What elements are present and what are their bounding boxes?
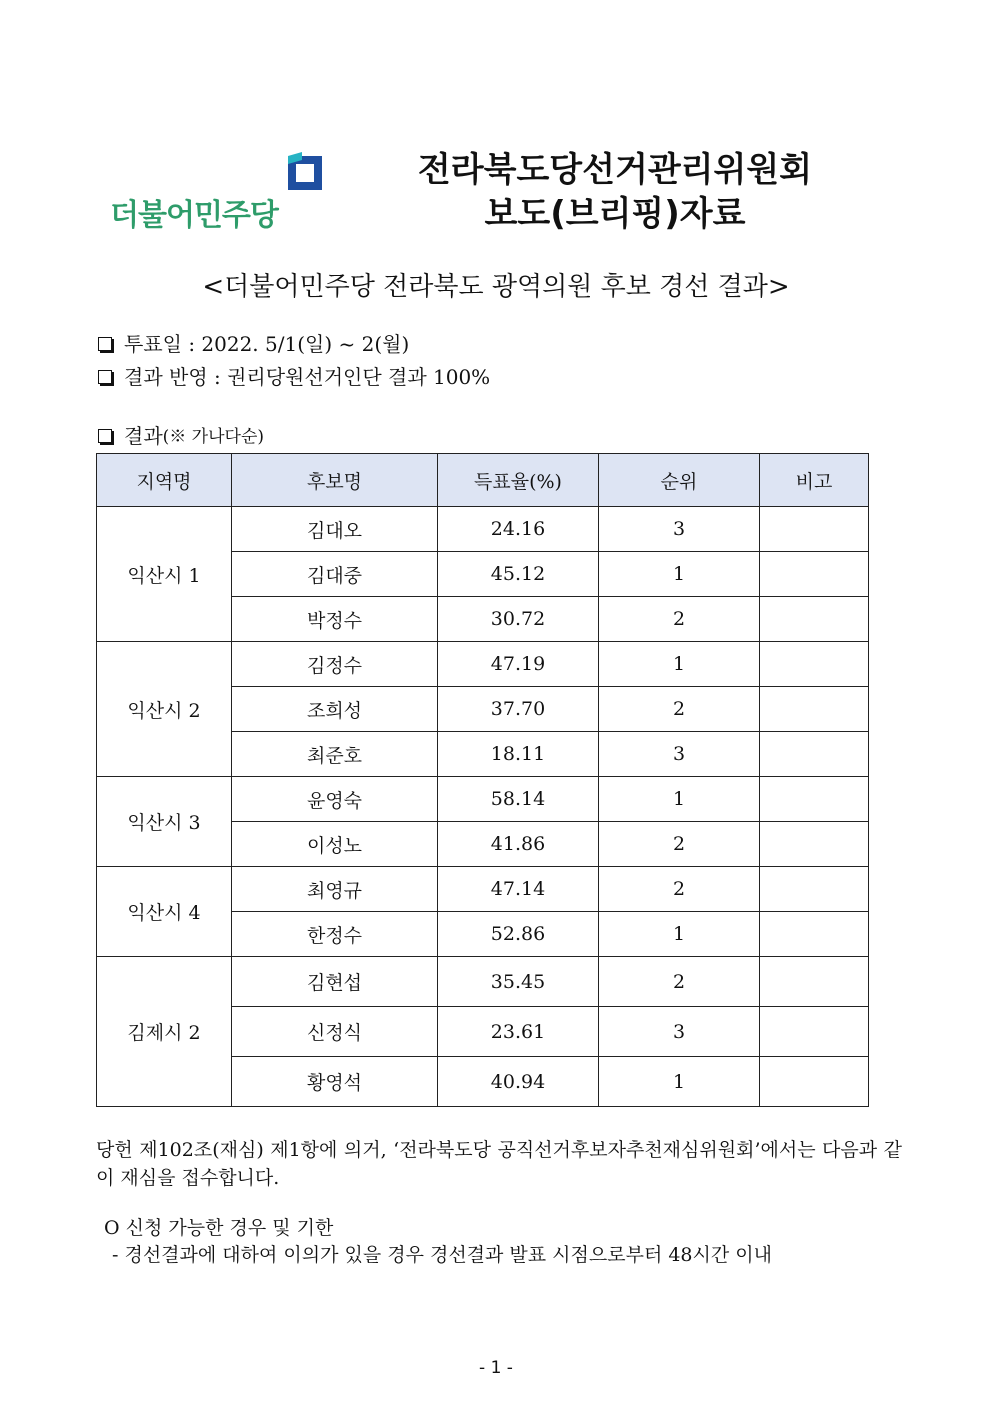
table-row xyxy=(97,507,869,552)
document-subtitle: <더불어민주당 전라북도 광역의원 후보 경선 결과> xyxy=(202,272,790,302)
region-cell: 익산시 3 xyxy=(97,777,232,867)
rank-cell: 3 xyxy=(599,1007,760,1057)
remarks-cell xyxy=(760,1057,869,1107)
candidate-cell: 김현섭 xyxy=(232,957,438,1007)
table-row xyxy=(97,777,869,822)
candidate-cell: 윤영숙 xyxy=(232,777,438,822)
vote-rate-cell: 24.16 xyxy=(438,507,599,552)
remarks-cell xyxy=(760,1007,869,1057)
table-row xyxy=(97,642,869,687)
checkbox-bullet-icon xyxy=(98,429,112,443)
table-header-row xyxy=(97,454,869,507)
vote-rate-cell: 35.45 xyxy=(438,957,599,1007)
document-heading xyxy=(390,148,840,236)
remarks-cell xyxy=(760,732,869,777)
header-vote-rate: 득표율(%) xyxy=(438,454,599,507)
result-reflect-line xyxy=(98,361,490,390)
candidate-cell: 이성노 xyxy=(232,822,438,867)
rank-cell: 2 xyxy=(599,687,760,732)
rank-cell: 1 xyxy=(599,642,760,687)
header-candidate: 후보명 xyxy=(232,454,438,507)
page-number: - 1 - xyxy=(479,1358,513,1378)
remarks-cell xyxy=(760,912,869,957)
rank-cell: 3 xyxy=(599,507,760,552)
candidate-cell: 신정식 xyxy=(232,1007,438,1057)
vote-rate-cell: 52.86 xyxy=(438,912,599,957)
vote-rate-cell: 58.14 xyxy=(438,777,599,822)
result-reflect-text: 결과 반영 : 권리당원선거인단 결과 100% xyxy=(124,365,491,389)
candidate-cell: 최영규 xyxy=(232,867,438,912)
header-rank: 순위 xyxy=(599,454,760,507)
rank-cell: 2 xyxy=(599,822,760,867)
remarks-cell xyxy=(760,957,869,1007)
candidate-cell: 김대중 xyxy=(232,552,438,597)
vote-rate-cell: 37.70 xyxy=(438,687,599,732)
rank-cell: 2 xyxy=(599,957,760,1007)
appeal-condition-detail: - 경선결과에 대하여 이의가 있을 경우 경선결과 발표 시점으로부터 48시간 이내 xyxy=(112,1244,772,1266)
rank-cell: 1 xyxy=(599,1057,760,1107)
candidate-cell: 김정수 xyxy=(232,642,438,687)
vote-rate-cell: 18.11 xyxy=(438,732,599,777)
remarks-cell xyxy=(760,777,869,822)
party-logo-mark-icon xyxy=(288,152,322,190)
rank-cell: 2 xyxy=(599,867,760,912)
vote-rate-cell: 45.12 xyxy=(438,552,599,597)
checkbox-bullet-icon xyxy=(98,370,112,384)
remarks-cell xyxy=(760,597,869,642)
candidate-cell: 김대오 xyxy=(232,507,438,552)
region-cell: 익산시 2 xyxy=(97,642,232,777)
header-region: 지역명 xyxy=(97,454,232,507)
vote-date-text: 투표일 : 2022. 5/1(일) ~ 2(월) xyxy=(124,332,410,356)
results-sort-note: (※ 가나다순) xyxy=(162,427,264,447)
table-row xyxy=(97,867,869,912)
party-logo-text: 더불어민주당 xyxy=(110,198,278,233)
heading-org: 전라북도당선거관리위원회 xyxy=(417,150,813,190)
region-cell: 익산시 1 xyxy=(97,507,232,642)
rank-cell: 1 xyxy=(599,777,760,822)
candidate-cell: 최준호 xyxy=(232,732,438,777)
results-label-line xyxy=(98,420,264,449)
remarks-cell xyxy=(760,822,869,867)
rank-cell: 3 xyxy=(599,732,760,777)
candidate-cell: 한정수 xyxy=(232,912,438,957)
vote-rate-cell: 40.94 xyxy=(438,1057,599,1107)
header-remarks: 비고 xyxy=(760,454,869,507)
region-cell: 익산시 4 xyxy=(97,867,232,957)
party-logo xyxy=(110,150,330,232)
vote-date-line xyxy=(98,328,409,357)
remarks-cell xyxy=(760,687,869,732)
candidate-cell: 조희성 xyxy=(232,687,438,732)
vote-rate-cell: 23.61 xyxy=(438,1007,599,1057)
appeal-paragraph: 당헌 제102조(재심) 제1항에 의거, ‘전라북도당 공직선거후보자추천재심위원회’에서는 다음과 같이 재심을 접수합니다. xyxy=(96,1139,902,1189)
vote-rate-cell: 47.14 xyxy=(438,867,599,912)
candidate-cell: 황영석 xyxy=(232,1057,438,1107)
heading-doc-type: 보도(브리핑)자료 xyxy=(484,194,746,234)
rank-cell: 1 xyxy=(599,912,760,957)
remarks-cell xyxy=(760,642,869,687)
results-table xyxy=(96,453,869,1107)
region-cell: 김제시 2 xyxy=(97,957,232,1107)
rank-cell: 1 xyxy=(599,552,760,597)
appeal-condition-heading: O 신청 가능한 경우 및 기한 xyxy=(104,1217,334,1239)
rank-cell: 2 xyxy=(599,597,760,642)
vote-rate-cell: 47.19 xyxy=(438,642,599,687)
remarks-cell xyxy=(760,552,869,597)
remarks-cell xyxy=(760,867,869,912)
candidate-cell: 박정수 xyxy=(232,597,438,642)
vote-rate-cell: 30.72 xyxy=(438,597,599,642)
remarks-cell xyxy=(760,507,869,552)
table-row xyxy=(97,957,869,1007)
checkbox-bullet-icon xyxy=(98,337,112,351)
vote-rate-cell: 41.86 xyxy=(438,822,599,867)
results-label-text: 결과 xyxy=(124,424,163,448)
